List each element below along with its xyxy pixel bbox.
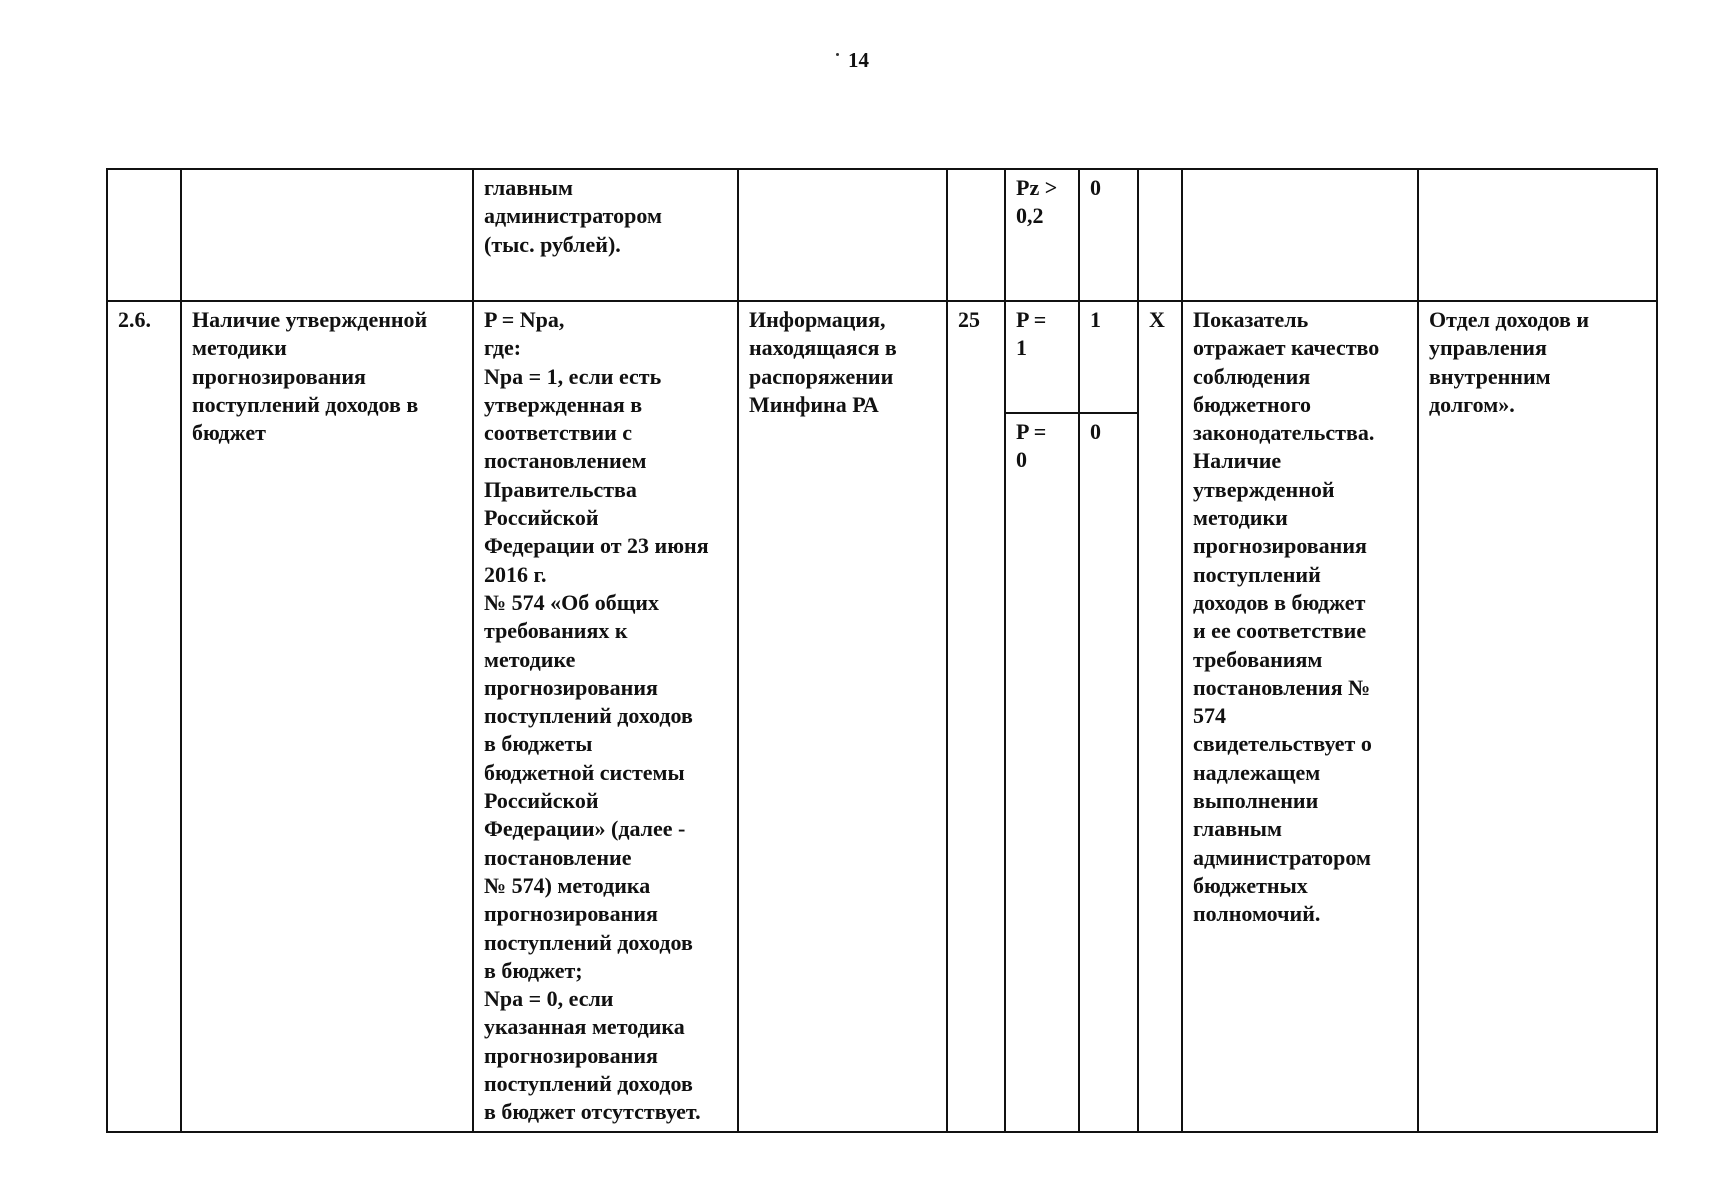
responsible-cell: Отдел доходов и управления внутренним долгом». bbox=[1418, 301, 1657, 1132]
formula-cell: P = Npa, где: Npa = 1, если есть утвержденная в соответствии с постановлением Правительства Российской Федерации от 23 июня 2016 г. № 574 «Об общих требованиях к методике прогнозирования поступлений доходов в бюджеты бюджетной системы Российской Федерации» (далее - постановление № 574) методика прогнозирования поступлений доходов в бюджет; Npa = 0, если указанная методика прогнозирования поступлений доходов в бюджет отсутствует. bbox=[473, 301, 738, 1132]
cont-number-cell bbox=[107, 169, 181, 301]
score-cell-2: 0 bbox=[1079, 413, 1138, 1132]
cont-score-cell: 0 bbox=[1079, 169, 1138, 301]
cont-formula-cell: главным администратором (тыс. рублей). bbox=[473, 169, 738, 301]
weight-cell: 25 bbox=[947, 301, 1005, 1132]
scan-speck bbox=[836, 53, 839, 56]
mark-cell: X bbox=[1138, 301, 1182, 1132]
comment-cell: Показатель отражает качество соблюдения бюджетного законодательства. Наличие утвержденной методики прогнозирования поступлений доходов в бюджет и ее соответствие требованиям постановления № 574 свидетельствует о надлежащем выполнении главным администратором бюджетных полномочий. bbox=[1182, 301, 1418, 1132]
page-number: 14 bbox=[848, 48, 869, 72]
score-cell-1: 1 bbox=[1079, 301, 1138, 413]
continuation-row bbox=[107, 169, 1657, 301]
indicator-name-cell: Наличие утвержденной методики прогнозирования поступлений доходов в бюджет bbox=[181, 301, 473, 1132]
cont-responsible-cell bbox=[1418, 169, 1657, 301]
condition-cell-1: P = 1 bbox=[1005, 301, 1079, 413]
row-number-cell: 2.6. bbox=[107, 301, 181, 1132]
cont-condition-cell: Pz > 0,2 bbox=[1005, 169, 1079, 301]
cont-mark-cell bbox=[1138, 169, 1182, 301]
cont-weight-cell bbox=[947, 169, 1005, 301]
cont-comment-cell bbox=[1182, 169, 1418, 301]
cont-source-cell bbox=[738, 169, 947, 301]
cont-name-cell bbox=[181, 169, 473, 301]
condition-cell-2: P = 0 bbox=[1005, 413, 1079, 1132]
row-2-6 bbox=[107, 301, 1657, 413]
indicator-table bbox=[106, 168, 1658, 1133]
data-source-cell: Информация, находящаяся в распоряжении Минфина РА bbox=[738, 301, 947, 1132]
